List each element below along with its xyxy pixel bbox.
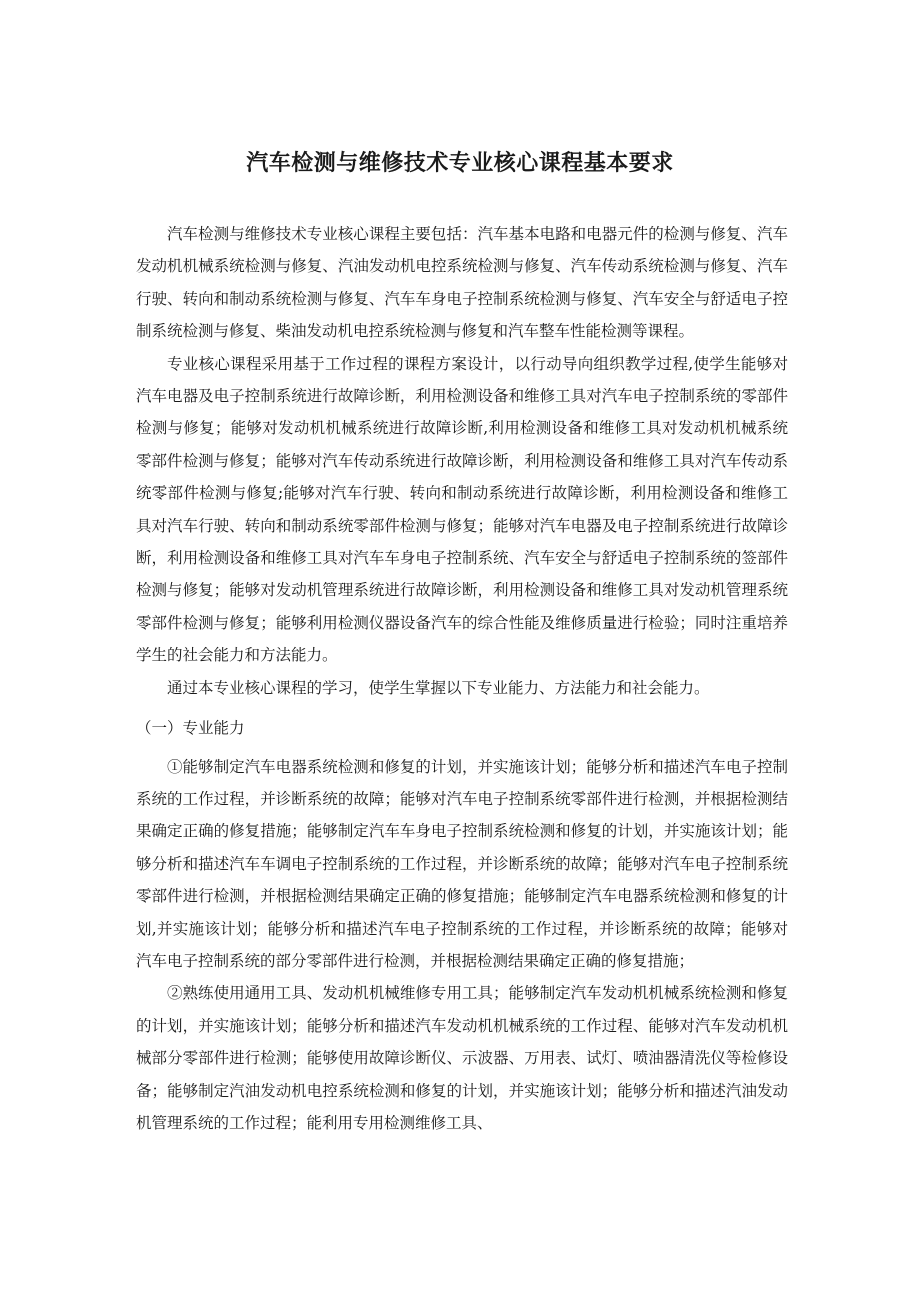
paragraph-course-design: 专业核心课程采用基于工作过程的课程方案设计，以行动导向组织教学过程,使学生能够对汽车电器及电子控制系统进行故障诊断，利用检测设备和维修工具对汽车电子控制系统的零部件检测与修复；能够对发动机机械系统进行故障诊断,利用检测设备和维修工具对发动机机械系统零部件检测与修复；能够对汽车传动系统进行故障诊断，利用检测设备和维修工具对汽车传动系统零部件检测与修复;能够对汽车行驶、转向和制动系统进行故障诊断，利用检测设备和维修工具对汽车行驶、转向和制动系统零部件检测与修复；能够对汽车电器及电子控制系统进行故障诊断，利用检测设备和维修工具对汽车车身电子控制系统、汽车安全与舒适电子控制系统的签部件检测与修复；能够对发动机管理系统进行故障诊断，利用检测设备和维修工具对发动机管理系统零部件检测与修复；能够利用检测仪器设备汽车的综合性能及维修质量进行检验；同时注重培养学生的社会能力和方法能力。 bbox=[136, 354, 788, 665]
section-heading-professional-ability: （一）专业能力 bbox=[136, 719, 245, 738]
paragraph-learning-outcome: 通过本专业核心课程的学习，使学生掌握以下专业能力、方法能力和社会能力。 bbox=[167, 678, 710, 697]
ability-item-2: ②熟练使用通用工具、发动机机械维修专用工具；能够制定汽车发动机机械系统检测和修复的计划，并实施该计划；能够分析和描述汽车发动机机械系统的工作过程、能够对汽车发动机机械部分零部件进行检测；能够使用故障诊断仪、示波器、万用表、试灯、喷油器清洗仪等检修设备；能够制定汽油发动机电控系统检测和修复的计划，并实施该计划；能够分析和描述汽油发动机管理系统的工作过程；能利用专用检测维修工具、 bbox=[136, 984, 788, 1132]
document-body bbox=[136, 218, 788, 1139]
document-title: 汽车检测与维修技术专业核心课程基本要求 bbox=[246, 151, 674, 176]
paragraph-course-list: 汽车检测与维修技术专业核心课程主要包括：汽车基本电路和电器元件的检测与修复、汽车发动机机械系统检测与修复、汽油发动机电控系统检测与修复、汽车传动系统检测与修复、汽车行驶、转向和制动系统检测与修复、汽车车身电子控制系统检测与修复、汽车安全与舒适电子控制系统检测与修复、柴油发动机电控系统检测与修复和汽车整车性能检测等课程。 bbox=[136, 225, 788, 341]
ability-item-1: ①能够制定汽车电器系统检测和修复的计划，并实施该计划；能够分析和描述汽车电子控制系统的工作过程，并诊断系统的故障；能够对汽车电子控制系统零部件进行检测，并根据检测结果确定正确的修复措施；能够制定汽车车身电子控制系统检测和修复的计划，并实施该计划；能够分析和描述汽车车调电子控制系统的工作过程，并诊断系统的故障；能够对汽车电子控制系统零部件进行检测，并根据检测结果确定正确的修复措施；能够制定汽车电器系统检测和修复的计划,并实施该计划；能够分析和描述汽车电子控制系统的工作过程，并诊断系统的故障；能够对汽车电子控制系统的部分零部件进行检测，并根据检测结果确定正确的修复措施； bbox=[136, 757, 788, 970]
